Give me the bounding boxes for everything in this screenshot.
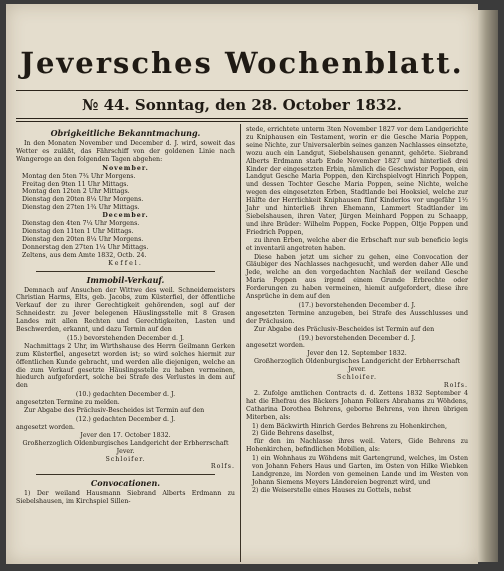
item-2-list-entry: 2) die Weiserstelle eines Hauses zu Gottels, nebst [252,486,412,494]
convocation-text: angesetzten Termine anzugeben, bei Strafe des Ausschlusses und der Präclusion. [246,309,468,325]
issue-number: № 44. [82,96,130,114]
right-column [246,126,468,495]
november-line: Freitag den 9ten 11 Uhr Mittags. [22,180,129,188]
convocation-text: Diese haben jetzt um sicher zu gehen, eine Convocation der Gläubiger des Nachlasses nachgesucht, und werden daher Alle und Jede, welche an den vorgedachten Nachlaß der weiland Gesche Maria Poppen aus irgend einem Grunde Erbrechte oder Forderungen zu haben vermeinen, hiemit aufgefordert, diese ihre Ansprüche in dem auf den [246,253,468,301]
column-divider [240,124,241,562]
convocation-place: Jever den 12. September 1832. [307,350,407,358]
item-2-list-entry: 2) Gide Behrens daselbst, [252,430,335,438]
issue-date: den 28. October 1832. [215,96,402,114]
convocation-clerk: Rolfs. [443,382,468,389]
item-2-list-entry: 1) dem Bäckwirth Hinrich Gerdes Behrens zu Hohenkirchen, [252,422,447,430]
november-line: Dienstag den 20ten 8¼ Uhr Morgens. [22,196,144,204]
issue-day: Sonntag, [134,96,210,114]
section-divider [36,474,215,475]
convocation-heading: Convocationen. [90,478,161,489]
item-2-text: für den im Nachlasse ihres weil. Vaters, Gide Behrens zu Hohenkirchen, befindlichen Mobilien, als: [246,438,468,454]
masthead-rule-bottom [16,118,468,119]
convocation-date: (17.) bevorstehenden December d. J. [298,301,416,309]
convocation-text: zu ihren Erben, welche aber die Erbschaft nur sub beneficio legis et inventarii angetreten haben. [246,236,468,252]
convocation-court: Großherzoglich Oldenburgisches Landgericht der Erbherrschaft Jever. [253,358,461,374]
sale-judge: Schloifer. [105,455,146,463]
november-line: Dienstag den 27ten 1¾ Uhr Mittags. [22,204,140,212]
sale-date: (15.) bevorstehenden December d. J. [66,334,185,342]
november-label: November. [102,164,149,172]
sale-date: (10.) gedachten December d. J. [75,391,176,399]
sale-court: Großherzoglich Oldenburgisches Landgericht der Erbherrschaft Jever. [22,439,229,455]
announcement-heading: Obrigkeitliche Bekanntmachung. [50,128,201,138]
convocation-date: (19.) bevorstehenden December d. J. [298,334,416,342]
issue-line [16,96,468,114]
december-label: December. [102,212,149,220]
item-2-text: 2. Zufolge amtlichen Contracts d. d. Zettens 1832 September 4 hat die Ehefrau des Bäckers Johann Folkers Abrahams zu Wöhdens, Catharina Dorothea Behrens, geborne Behrens, von ihren übrigen Miterben, als: [246,389,468,421]
announcement-signature: Zeltens, aus dem Amte 1832, Octb. 24. [22,251,147,259]
sale-clerk: Rolfs. [210,463,235,471]
december-line: Donnerstag den 27ten 1¼ Uhr Mittags. [22,243,149,251]
sale-text: Demnach auf Ansuchen der Wittwe des weil. Schneidemeisters Christian Harms, Elts, geb. Jacobs, zum Küsterfiel, der öffentliche Verkauf der zu ihrer Gerechtigkeit gehörenden, sogl auf der Schneidestr. zu Jever belegenen Häuslingsstelle mit 8 Grasen Landes mit allen Rechten und Gerechtigkeiten, Lasten und Beschwerden, erkannt, und dazu Termin auf den [16,286,235,334]
announcement-intro: In den Monaten November und December d. J. wird, soweit das Wetter es zuläßt, das Fährschiff von der goldenen Linie nach Wangeroge an den folgenden Tagen abgehen: [16,140,235,163]
sale-place: Jever den 17. October 1832. [80,431,171,439]
item-2-list-entry: 1) ein Wohnhaus zu Wöhdens mit Gartengrund, welches, im Osten von Johann Fehers Haus und Garten, im Osten von Hilke Wiebken Landgrenze, im Norden von gemeinen Lande und im Westen von Johann Siemens Meyers Ländereien begrenzt wird, und [252,455,468,486]
masthead-title: Jeversches Wochenblatt. [20,46,464,80]
december-line: Dienstag den 20ten 8¼ Uhr Morgens. [22,235,144,243]
left-column [16,126,235,507]
convocation-text: Zur Abgabe des Präclusiv-Bescheides ist Termin auf den [254,325,435,333]
convocation-judge: Schloifer. [336,374,378,382]
newspaper-page [6,4,478,564]
convocation-text: angesetzt worden. [246,342,305,350]
masthead-rule-top [16,90,468,91]
sale-text: angesetzt worden. [16,423,75,431]
november-line: Montag den 5ten 7¾ Uhr Morgens. [22,172,136,180]
masthead-rule-bottom-2 [16,121,468,122]
sale-date: (12.) gedachten December d. J. [75,416,176,423]
december-line: Dienstag den 11ten 1 Uhr Mittags. [22,227,134,235]
section-divider [36,271,215,272]
november-line: Montag den 12ten 2 Uhr Mittags. [22,188,130,196]
sale-text: Nachmittags 2 Uhr, im Wirthshause des Herrn Geilmann Gerken zum Küsterfiel, angesetzt worden ist; so wird solches hiermit zur öffentlichen Kunde gebracht, und werden alle diejenigen, welche an die zum Verkauf gesetzte Häuslingsstelle zu haben vermeinen, hiedurch aufgefordert, solche bei Strafe des Verlustes in dem auf den [16,342,235,390]
sale-text: Zur Abgabe des Präclusiv-Bescheides ist Termin auf den [24,407,205,415]
sale-text: angesetzten Termine zu melden. [16,399,120,407]
december-line: Dienstag den 4ten 7¼ Uhr Morgens. [22,220,140,228]
convocation-text: stede, errichtete unterm 3ten November 1827 vor dem Landgerichte zu Kniphausen ein Testament, worin er die Gesche Maria Poppen, seine Nichte, zur Universalerbin seines ganzen Nachlasses einsetzte, wozu auch ein Landgut, Siebelshausen genannt, gehörte. Siebrand Alberts Erdmann starb Ende November 1827 und hinterließ drei Kinder der eingesetzten Erbin, nämlich die Geschwister Poppen, ein Landgut Gesche Maria Poppen, den Kirchspielvogt Hinrich Poppen, und dessen Tochter Gesche Maria Poppen, seine Nichte, welche wegen des eingesetzten Erben, Stadtlande bei Hooksiel, welche zur Hälfte der Herrlichkeit Kniphausen fünf Kinderlos vor ungefähr 1½ Jahr und hinterließ ihren Ehemann, Lammert Stadtlander im Siebelshausen, ihren Vater, Jürgen Meinhard Poppen zu Schaapp, und ihre Brüder: Wilhelm Poppen, Focke Poppen, Oltje Poppen und Friedrich Poppen, [246,126,468,236]
sale-heading: Immobil-Verkauf. [86,274,165,285]
announcement-name: Keffel. [108,259,143,267]
convocation-text: 1) Der weiland Hausmann Siebrand Alberts Erdmann zu Siebelshausen, im Kirchspiel Sillen- [16,490,235,506]
page-edge [478,10,498,562]
